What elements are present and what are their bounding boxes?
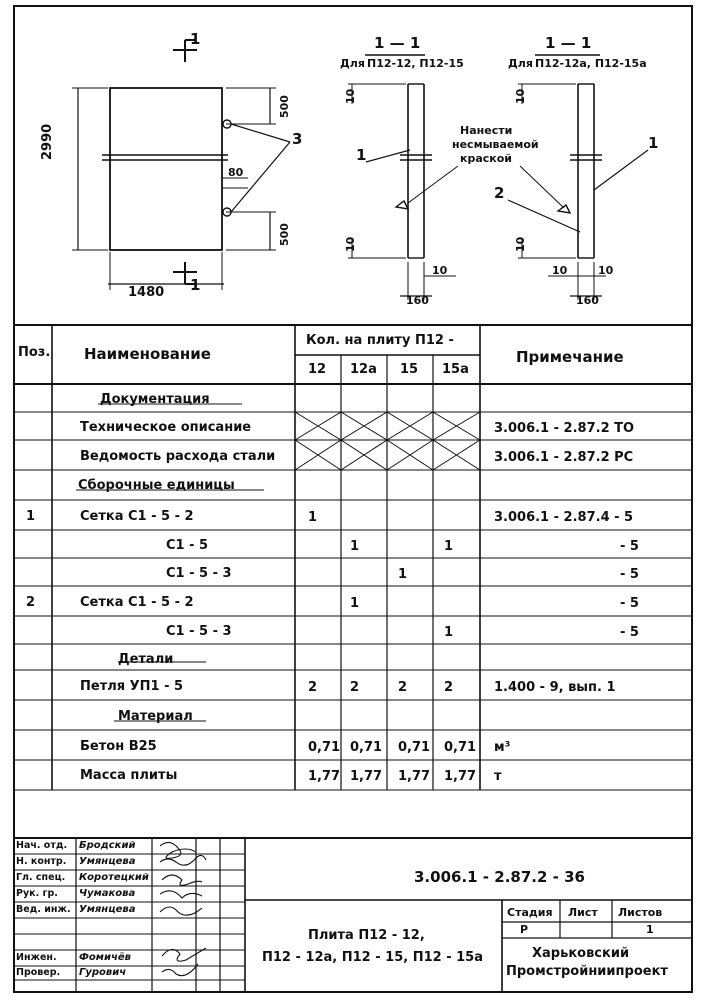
paint-note-line-2: несмываемой [452, 138, 539, 151]
qty-col-15: 15 [400, 362, 419, 377]
stamp-role: Н. контр. [16, 856, 67, 867]
title-line-2: П12 - 12а, П12 - 15, П12 - 15а [262, 950, 483, 965]
section-left-title: 1 — 1 [374, 34, 421, 52]
section-mark-bottom: 1 [190, 276, 201, 294]
row-qty: 0,71 [350, 740, 383, 755]
dim-500-bottom-label: 500 [278, 223, 291, 246]
dim-10-left-side: 10 [432, 264, 448, 277]
row-note: 1.400 - 9, вып. 1 [494, 680, 616, 695]
sheet-label: Лист [568, 906, 598, 919]
stamp-role: Гл. спец. [16, 872, 66, 883]
org-line-1: Харьковский [532, 946, 630, 961]
row-qty: 2 [350, 680, 360, 695]
dim-10-right-outer: 10 [598, 264, 614, 277]
callout-2: 2 [494, 184, 505, 202]
section-header: Детали [118, 652, 174, 667]
row-pos: 2 [26, 595, 36, 610]
col-note-header: Примечание [516, 348, 624, 366]
callout-1-right: 1 [648, 134, 659, 152]
row-qty: 1,77 [398, 769, 431, 784]
plan-view [72, 40, 290, 290]
section-header: Материал [118, 709, 193, 724]
title-line-1: Плита П12 - 12, [308, 928, 425, 943]
row-name: Бетон В25 [80, 739, 157, 754]
dim-10-right-bottom: 10 [514, 236, 527, 252]
section-header: Документация [100, 392, 210, 407]
section-right-title: 1 — 1 [545, 34, 592, 52]
row-qty: 1 [350, 539, 360, 554]
stamp-role: Инжен. [16, 952, 57, 963]
stamp-name: Умянцева [79, 904, 136, 915]
section-right-variant: П12-12а, П12-15а [535, 57, 647, 70]
sheets-label: Листов [618, 906, 663, 919]
sheets-value: 1 [646, 923, 654, 936]
dim-height-label: 2990 [40, 123, 55, 160]
col-pos-header: Поз. [18, 345, 51, 360]
row-qty: 1,77 [308, 769, 341, 784]
stamp-role: Нач. отд. [16, 840, 68, 851]
callout-1-left: 1 [356, 146, 367, 164]
row-note: - 5 [620, 539, 639, 554]
stamp-name: Бродский [79, 840, 136, 851]
row-qty: 1,77 [444, 769, 477, 784]
row-note: - 5 [620, 567, 639, 582]
row-note: т [494, 769, 502, 784]
row-qty: 1 [308, 510, 318, 525]
org-line-2: Промстройниипроект [506, 964, 668, 979]
row-qty: 1 [350, 596, 360, 611]
col-name-header: Наименование [84, 345, 211, 363]
row-qty: 0,71 [398, 740, 431, 755]
row-name: Сетка С1 - 5 - 2 [80, 509, 194, 524]
stamp-role: Рук. гр. [16, 888, 58, 899]
row-qty: 2 [444, 680, 454, 695]
stamp-name: Умянцева [79, 856, 136, 867]
row-qty: 1 [444, 625, 454, 640]
stamp-name: Чумакова [79, 888, 136, 899]
paint-note-line-3: краской [460, 152, 513, 165]
drawing-code: 3.006.1 - 2.87.2 - 36 [414, 868, 585, 886]
row-note: - 5 [620, 596, 639, 611]
col-qty-header: Кол. на плиту П12 - [306, 333, 454, 348]
row-name: Ведомость расхода стали [80, 449, 276, 464]
row-name: Техническое описание [80, 420, 252, 435]
row-name: Сетка С1 - 5 - 2 [80, 595, 194, 610]
qty-col-12: 12 [308, 362, 327, 377]
dim-10-left-top: 10 [344, 88, 357, 104]
section-left-caption: Для [340, 57, 365, 70]
row-name: Петля УП1 - 5 [80, 679, 184, 694]
stage-label: Стадия [507, 906, 553, 919]
qty-col-12a: 12а [350, 362, 377, 377]
row-name: Масса плиты [80, 768, 178, 783]
section-right-caption: Для [508, 57, 533, 70]
row-qty: 0,71 [308, 740, 341, 755]
stamp-role: Вед. инж. [16, 904, 71, 915]
row-note: 3.006.1 - 2.87.2 РС [494, 450, 634, 465]
row-name: С1 - 5 - 3 [166, 566, 232, 581]
row-qty: 1 [398, 567, 408, 582]
stage-value: Р [520, 923, 529, 936]
stamp-role: Провер. [16, 967, 61, 978]
row-note: 3.006.1 - 2.87.2 ТО [494, 421, 635, 436]
row-qty: 1 [444, 539, 454, 554]
dim-10-left-bottom: 10 [344, 236, 357, 252]
callout-3: 3 [292, 130, 303, 148]
dim-160-left: 160 [406, 294, 429, 307]
section-left-variant: П12-12, П12-15 [367, 57, 464, 70]
dim-width-label: 1480 [128, 285, 165, 300]
signatures [160, 842, 206, 975]
row-note: 3.006.1 - 2.87.4 - 5 [494, 510, 634, 525]
row-pos: 1 [26, 509, 36, 524]
row-qty: 1,77 [350, 769, 383, 784]
stamp-name: Гурович [79, 967, 127, 978]
row-qty: 2 [398, 680, 408, 695]
dim-80-label: 80 [228, 166, 244, 179]
dim-500-top-label: 500 [278, 95, 291, 118]
paint-note-line-1: Нанести [460, 124, 513, 137]
row-name: С1 - 5 - 3 [166, 624, 232, 639]
row-qty: 2 [308, 680, 318, 695]
section-header: Сборочные единицы [78, 478, 235, 493]
row-note: м³ [494, 740, 511, 755]
stamp-name: Коротецкий [79, 872, 149, 883]
qty-col-15a: 15а [442, 362, 469, 377]
row-qty: 0,71 [444, 740, 477, 755]
row-name: С1 - 5 [166, 538, 209, 553]
dim-10-right-top: 10 [514, 88, 527, 104]
section-mark-top: 1 [190, 30, 201, 48]
stamp-name: Фомичёв [79, 952, 131, 963]
dim-160-right: 160 [576, 294, 599, 307]
dim-10-right-inner: 10 [552, 264, 568, 277]
row-note: - 5 [620, 625, 639, 640]
